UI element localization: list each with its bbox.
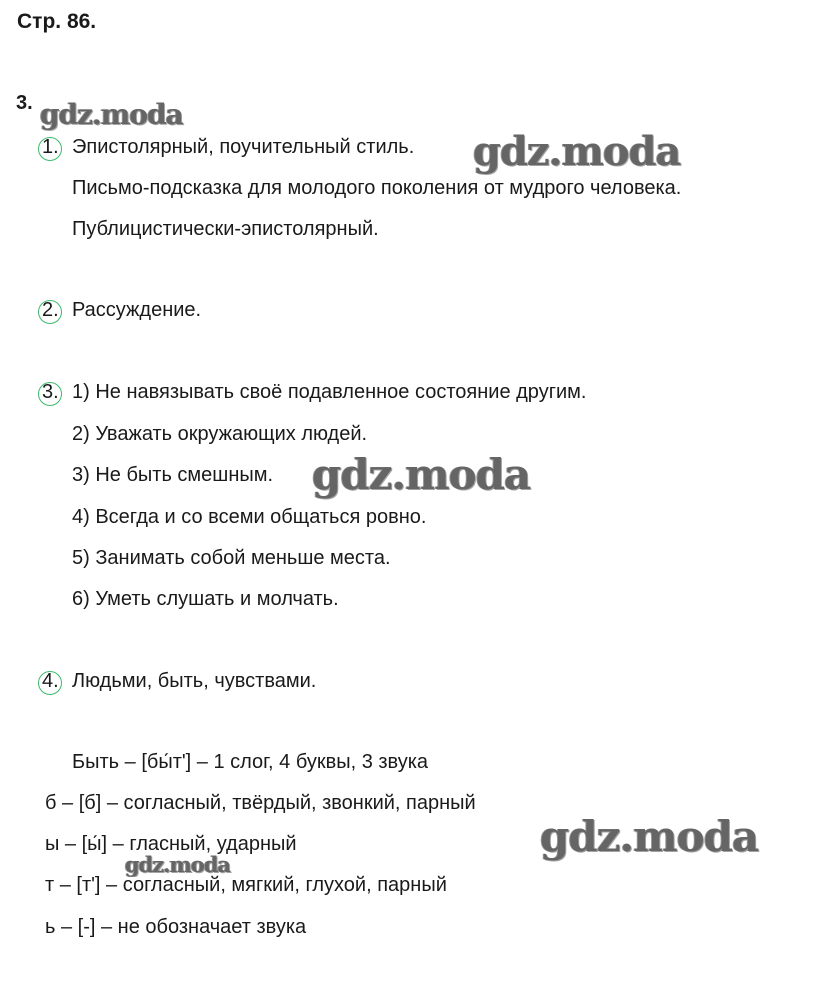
list-item: 3) Не быть смешным. — [72, 464, 274, 486]
analysis-line: б – [б] – согласный, твёрдый, звонкий, парный — [45, 792, 476, 814]
analysis-line: ы – [ы́] – гласный, ударный — [45, 833, 297, 855]
watermark: gdz.moda — [125, 852, 231, 877]
section-1-line: Эпистолярный, поучительный стиль. — [72, 136, 415, 158]
section-1-line: Публицистически-эпистолярный. — [72, 218, 379, 240]
section-4-text: Людьми, быть, чувствами. — [72, 670, 317, 692]
list-item: 5) Занимать собой меньше места. — [72, 547, 391, 569]
watermark: gdz.moda — [40, 98, 183, 131]
task-number: 3. — [16, 92, 33, 114]
list-item: 1) Не навязывать своё подавленное состояние другим. — [72, 381, 587, 403]
watermark: gdz.moda — [473, 128, 681, 175]
section-1-marker: 1. — [42, 136, 59, 158]
watermark: gdz.moda — [540, 812, 759, 861]
page-title: Стр. 86. — [17, 10, 97, 33]
analysis-line: ь – [-] – не обозначает звука — [45, 916, 307, 938]
section-4-marker: 4. — [42, 670, 59, 692]
analysis-header: Быть – [бы́т'] – 1 слог, 4 буквы, 3 звука — [72, 751, 429, 773]
analysis-line: т – [т'] – согласный, мягкий, глухой, парный — [45, 874, 447, 896]
section-3-marker: 3. — [42, 381, 59, 403]
watermark: gdz.moda — [312, 450, 531, 499]
list-item: 4) Всегда и со всеми общаться ровно. — [72, 506, 427, 528]
section-1-line: Письмо-подсказка для молодого поколения от мудрого человека. — [72, 177, 682, 199]
section-2-marker: 2. — [42, 299, 59, 321]
list-item: 6) Уметь слушать и молчать. — [72, 588, 339, 610]
list-item: 2) Уважать окружающих людей. — [72, 423, 368, 445]
section-2-text: Рассуждение. — [72, 299, 202, 321]
